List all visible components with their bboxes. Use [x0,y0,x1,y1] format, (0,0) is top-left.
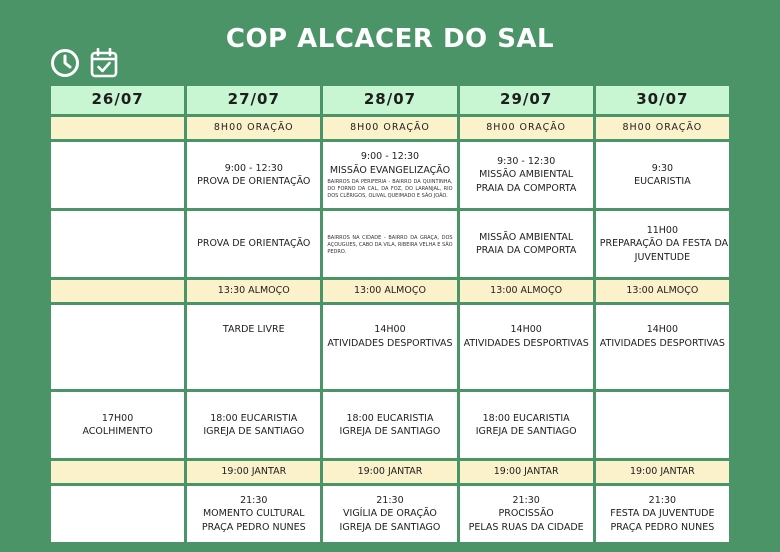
schedule-cell: 13:00 ALMOÇO [594,279,730,304]
schedule-cell [594,391,730,460]
cell-line: 14H00 [646,324,679,335]
cell-line: MISSÃO AMBIENTAL [479,231,574,243]
schedule-cell [50,304,186,391]
cell-note: BAIRROS NA CIDADE - BAIRRO DA GRAÇA, DOS AÇOUGUES, CABO DA VILA, RIBEIRA VELHA E SÃO PEDRO. [327,234,453,255]
clock-icon [50,48,80,78]
schedule-table [48,83,732,545]
schedule-cell: 13:00 ALMOÇO [322,279,458,304]
cell-line: 18:00 EUCARISTIA [210,412,298,424]
schedule-cell [50,141,186,210]
header-icons [50,48,118,78]
cell-line: 21:30 [648,494,677,506]
cell-line: 21:30 [512,494,540,506]
cell-line: PRAÇA PEDRO NUNES [610,521,715,533]
lunch-row [50,279,731,304]
cell-line: MISSÃO AMBIENTAL [479,169,574,181]
schedule-cell [50,391,186,460]
schedule-cell [186,304,322,391]
evening-row [50,391,731,460]
cell-line: ACOLHIMENTO [82,426,153,437]
cell-line: PREPARAÇÃO DA FESTA DA [599,238,729,250]
schedule-cell [50,485,186,544]
cell-line: IGREJA DE SANTIAGO [339,521,441,533]
cell-line: 17H00 [101,412,134,424]
schedule-cell: 19:00 JANTAR [186,460,322,485]
schedule-cell: 8H00 ORAÇÃO [594,116,730,141]
cell-line: 11H00 [646,224,679,236]
cell-line: VIGÍLIA DE ORAÇÃO [343,508,437,520]
cell-line: ATIVIDADES DESPORTIVAS [599,337,725,349]
schedule-cell: 19:00 JANTAR [322,460,458,485]
schedule-cell [322,210,458,279]
cell-line: FESTA DA JUVENTUDE [610,508,715,520]
calendar-check-icon [90,48,118,78]
schedule-cell [50,460,186,485]
header-row [50,85,731,116]
schedule-cell [50,116,186,141]
schedule-cell [594,304,730,391]
day-header: 28/07 [322,85,458,116]
prayer-row [50,116,731,141]
day-header: 29/07 [458,85,594,116]
schedule-cell [458,391,594,460]
schedule-cell [322,485,458,544]
schedule-cell [458,210,594,279]
cell-line: 21:30 [240,494,268,506]
cell-line: ATIVIDADES DESPORTIVAS [463,337,589,349]
schedule-cell [458,304,594,391]
cell-line: IGREJA DE SANTIAGO [339,426,441,437]
night-row [50,485,731,544]
cell-line: 18:00 EUCARISTIA [346,412,434,424]
schedule-cell: PROVA DE ORIENTAÇÃO [186,210,322,279]
cell-line: 18:00 EUCARISTIA [482,412,570,424]
cell-line: EUCARISTIA [634,176,691,187]
schedule-cell [186,141,322,210]
cell-line: 14H00 [374,324,406,335]
schedule-cell: 19:00 JANTAR [594,460,730,485]
cell-line: 9:30 [651,162,674,174]
cell-line: ATIVIDADES DESPORTIVAS [327,337,453,349]
schedule-cell [594,210,730,279]
schedule-cell: 13:00 ALMOÇO [458,279,594,304]
day-header: 30/07 [594,85,730,116]
cell-line: 21:30 [376,494,404,506]
cell-line: TARDE LIVRE [222,324,285,335]
schedule-cell [50,210,186,279]
afternoon-row [50,304,731,391]
cell-line: PRAIA DA COMPORTA [475,182,577,194]
morning-row [50,141,731,210]
schedule-cell [594,485,730,544]
cell-line: PRAÇA PEDRO NUNES [201,521,306,533]
cell-line: IGREJA DE SANTIAGO [203,426,305,437]
page-title: COP ALCACER DO SAL [225,24,555,54]
schedule-cell: 8H00 ORAÇÃO [322,116,458,141]
schedule-cell: 19:00 JANTAR [458,460,594,485]
cell-line: JUVENTUDE [634,251,691,263]
schedule-cell: 13:30 ALMOÇO [186,279,322,304]
dinner-row [50,460,731,485]
day-header: 27/07 [186,85,322,116]
schedule-cell: 8H00 ORAÇÃO [186,116,322,141]
schedule-cell [458,485,594,544]
schedule-cell [50,279,186,304]
cell-line: 9:00 - 12:30 [360,151,420,162]
schedule-cell [186,391,322,460]
schedule-cell [594,141,730,210]
cell-line: PROVA DE ORIENTAÇÃO [197,176,311,187]
cell-line: 9:00 - 12:30 [224,162,283,174]
schedule-cell [322,304,458,391]
schedule-cell [458,141,594,210]
cell-line: IGREJA DE SANTIAGO [475,426,577,437]
cell-line: 14H00 [510,324,542,335]
cell-line: 9:30 - 12:30 [497,155,556,167]
morning-row-2 [50,210,731,279]
schedule-cell: 8H00 ORAÇÃO [458,116,594,141]
cell-line: PRAIA DA COMPORTA [475,245,577,256]
schedule-cell [322,391,458,460]
cell-note: BAIRROS DA PERIFERIA - BAIRRO DA QUINTINHA, DO FORNO DA CAL, DA FOZ, DO LARANJAL, RIO DOS CLÉRIGOS, OLIVAL QUEIMADO E SÃO JOÃO. [327,179,453,199]
cell-line: PELAS RUAS DA CIDADE [468,521,584,533]
schedule-cell [322,141,458,210]
schedule-cell [186,485,322,544]
cell-line: MOMENTO CULTURAL [202,508,305,520]
cell-line: MISSÃO EVANGELIZAÇÃO [329,164,451,176]
cell-line: PROCISSÃO [498,508,554,520]
day-header: 26/07 [50,85,186,116]
